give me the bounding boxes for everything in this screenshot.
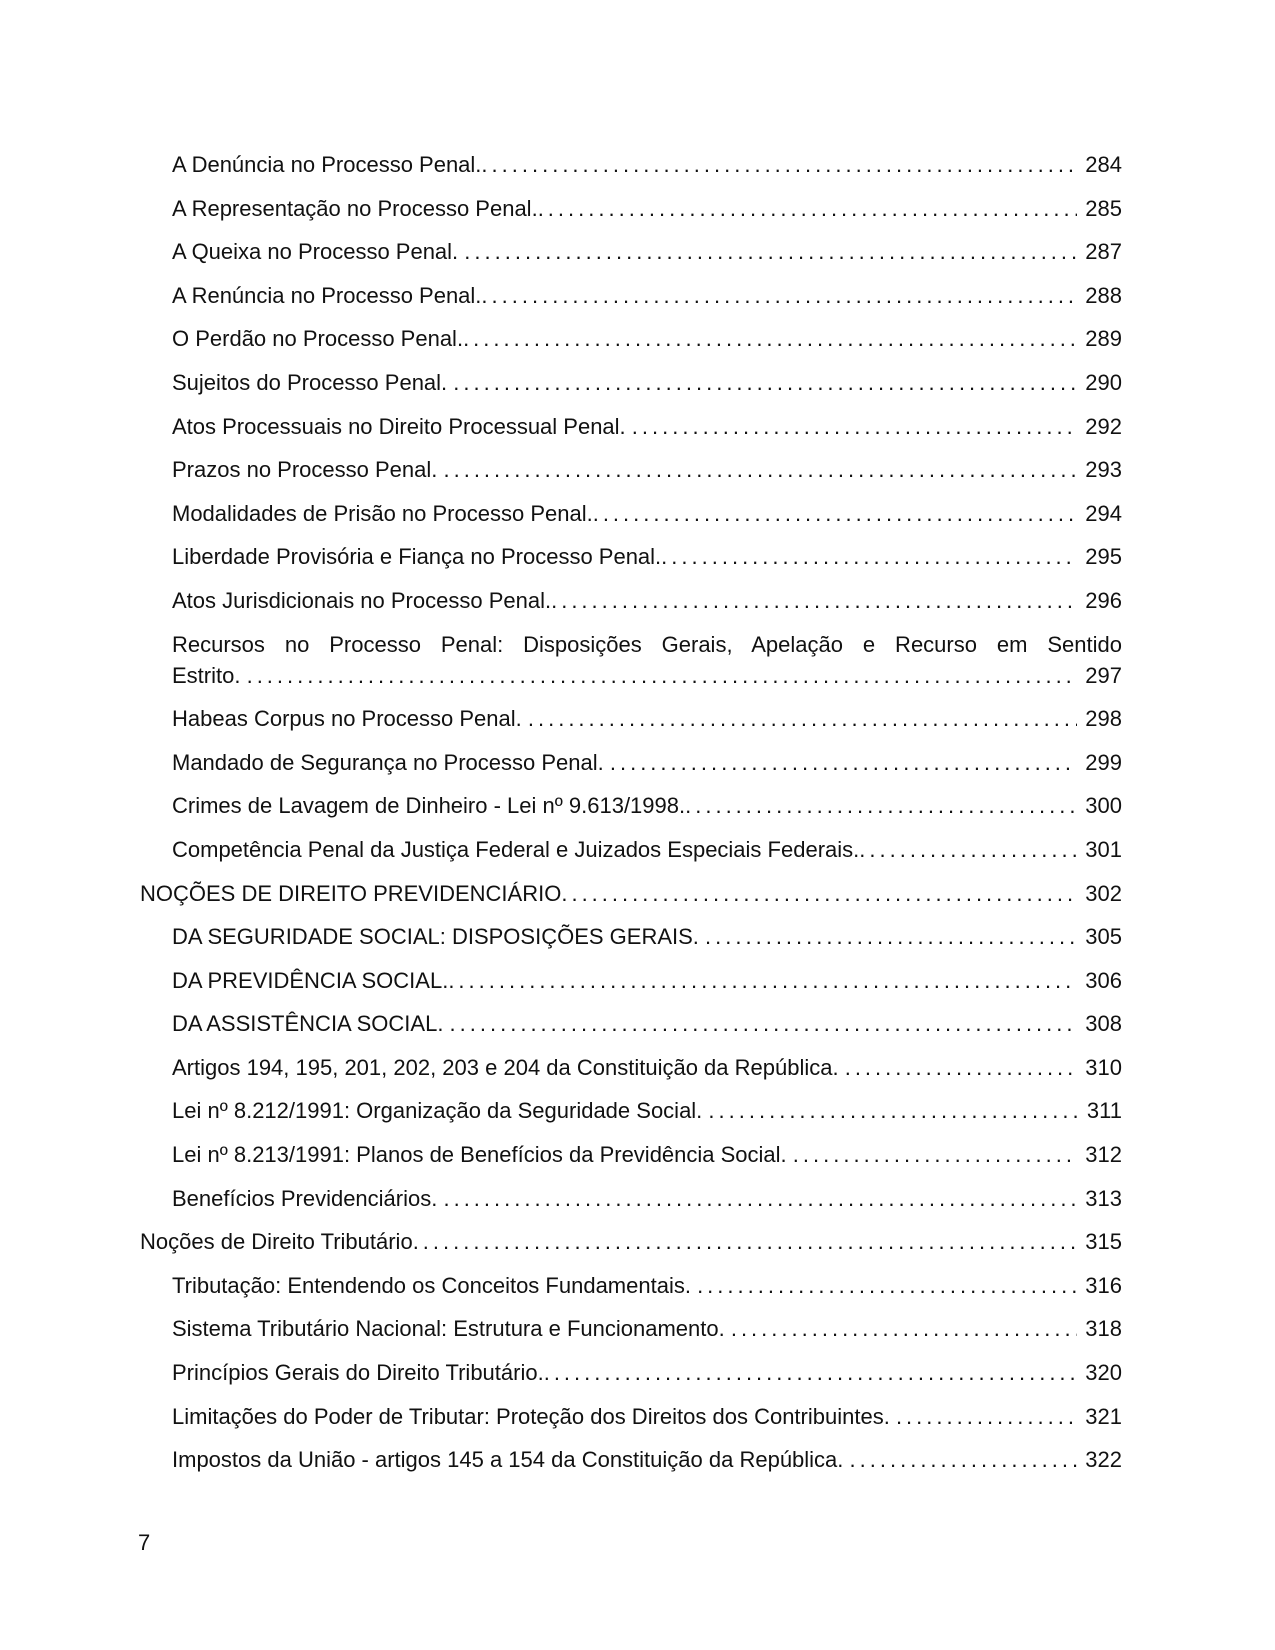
toc-entry-title: Mandado de Segurança no Processo Penal. (172, 749, 610, 775)
toc-leader-dots (443, 454, 1077, 485)
toc-entry-line (172, 149, 1122, 180)
toc-entry-title: Princípios Gerais do Direito Tributário. (172, 1360, 544, 1386)
toc-entry (140, 236, 1122, 267)
toc-entry-title: Lei nº 8.212/1991: Organização da Seguridade Social. (172, 1098, 709, 1124)
toc-entry (140, 498, 1122, 529)
toc-entry (140, 747, 1122, 778)
toc-leader-dots (610, 747, 1077, 778)
toc-entry-line (172, 660, 1122, 691)
toc-entry (140, 1139, 1122, 1170)
toc-entry-page: 305 (1085, 924, 1122, 950)
toc-leader-dots (705, 921, 1077, 952)
toc-leader-dots (561, 878, 1077, 909)
toc-entry-title: Modalidades de Prisão no Processo Penal. (172, 500, 593, 526)
toc-entry (140, 629, 1122, 691)
toc-entry-page: 287 (1085, 239, 1122, 265)
toc-leader-dots (481, 280, 1077, 311)
toc-entry (140, 965, 1122, 996)
toc-entry (140, 1401, 1122, 1432)
toc-entry (140, 541, 1122, 572)
toc-entry (140, 703, 1122, 734)
toc-entry-page: 302 (1085, 880, 1122, 906)
toc-entry-title: Lei nº 8.213/1991: Planos de Benefícios da Previdência Social. (172, 1142, 793, 1168)
footer-page-number: 7 (138, 1530, 151, 1555)
toc-entry (140, 280, 1122, 311)
toc-entry (140, 1008, 1122, 1039)
toc-entry-line (172, 629, 1122, 660)
toc-entry-title: Competência Penal da Justiça Federal e Juizados Especiais Federais. (172, 836, 860, 862)
toc-entry (140, 1357, 1122, 1388)
toc-entry-title: Liberdade Provisória e Fiança no Processo Penal. (172, 544, 662, 570)
toc-leader-dots (685, 790, 1077, 821)
toc-entry-title: A Representação no Processo Penal. (172, 195, 538, 221)
toc-entry-page: 298 (1085, 706, 1122, 732)
toc-leader-dots (544, 1357, 1078, 1388)
toc-entry (140, 1226, 1122, 1257)
toc-leader-dots (448, 965, 1077, 996)
toc-leader-dots (247, 660, 1078, 691)
toc-leader-dots (845, 1052, 1078, 1083)
toc-entry-page: 300 (1085, 793, 1122, 819)
toc-entry-title: Limitações do Poder de Tributar: Proteção dos Direitos dos Contribuintes. (172, 1403, 896, 1429)
toc-entry (140, 921, 1122, 952)
toc-entry (140, 1052, 1122, 1083)
toc-entry-line (172, 411, 1122, 442)
toc-leader-dots (551, 585, 1077, 616)
toc-entry-line (172, 1183, 1122, 1214)
toc-entry (140, 454, 1122, 485)
toc-entry-title: A Denúncia no Processo Penal. (172, 152, 482, 177)
toc-entry-line (172, 1401, 1122, 1432)
toc-leader-dots (731, 1313, 1077, 1344)
toc-entry-page: 290 (1085, 369, 1122, 395)
toc-entry-page: 296 (1085, 587, 1122, 613)
toc-list (140, 149, 1122, 1488)
toc-entry-page: 299 (1085, 749, 1122, 775)
toc-entry (140, 323, 1122, 354)
toc-leader-dots (632, 411, 1078, 442)
toc-entry-title: Artigos 194, 195, 201, 202, 203 e 204 da Constituição da República. (172, 1054, 845, 1080)
toc-entry-title: Sujeitos do Processo Penal. (172, 369, 454, 395)
toc-entry-line (172, 367, 1122, 398)
toc-entry-line (140, 1226, 1122, 1257)
toc-entry-page: 312 (1085, 1142, 1122, 1168)
toc-entry-line (172, 965, 1122, 996)
toc-entry-title: DA PREVIDÊNCIA SOCIAL. (172, 967, 449, 993)
toc-entry-page: 301 (1085, 836, 1122, 862)
toc-entry (140, 1095, 1122, 1126)
toc-entry-line (172, 498, 1122, 529)
toc-entry-title: Tributação: Entendendo os Conceitos Fundamentais. (172, 1272, 698, 1298)
toc-leader-dots (528, 703, 1077, 734)
toc-entry-page: 316 (1085, 1272, 1122, 1298)
toc-entry (140, 790, 1122, 821)
toc-leader-dots (661, 541, 1077, 572)
toc-entry-title: O Perdão no Processo Penal. (172, 326, 464, 352)
toc-entry-line (172, 193, 1122, 224)
toc-entry-line (172, 790, 1122, 821)
toc-leader-dots (538, 193, 1078, 224)
toc-leader-dots (850, 1444, 1078, 1475)
toc-leader-dots (450, 1008, 1078, 1039)
toc-entry-line (172, 1095, 1122, 1126)
toc-entry (140, 585, 1122, 616)
toc-entry-line (172, 747, 1122, 778)
toc-entry (140, 1183, 1122, 1214)
toc-entry (140, 1444, 1122, 1475)
toc-entry-line (172, 323, 1122, 354)
toc-entry-line (172, 1052, 1122, 1083)
toc-entry (140, 149, 1122, 180)
toc-entry (140, 367, 1122, 398)
toc-entry-title: DA ASSISTÊNCIA SOCIAL. (172, 1011, 450, 1037)
toc-entry-line (172, 1444, 1122, 1475)
toc-entry-title: DA SEGURIDADE SOCIAL: DISPOSIÇÕES GERAIS. (172, 924, 706, 950)
toc-entry (140, 1313, 1122, 1344)
toc-entry-page: 321 (1085, 1403, 1122, 1429)
toc-leader-dots (896, 1401, 1077, 1432)
toc-leader-dots (453, 367, 1077, 398)
toc-entry-page: 320 (1085, 1360, 1122, 1386)
toc-entry-title: A Queixa no Processo Penal. (172, 239, 465, 265)
toc-entry-page: 293 (1085, 457, 1122, 483)
toc-entry-line (172, 921, 1122, 952)
toc-entry-title: Noções de Direito Tributário (140, 1229, 413, 1255)
toc-entry-title: Prazos no Processo Penal. (172, 457, 444, 483)
toc-entry-page: 297 (1085, 662, 1122, 688)
toc-entry-title: Habeas Corpus no Processo Penal. (172, 706, 528, 732)
toc-leader-dots (464, 236, 1077, 267)
toc-entry-line (172, 585, 1122, 616)
toc-entry (140, 1270, 1122, 1301)
toc-entry-title: Crimes de Lavagem de Dinheiro - Lei nº 9.613/1998. (172, 793, 686, 819)
toc-entry-title: A Renúncia no Processo Penal. (172, 282, 482, 308)
toc-entry-title: NOÇÕES DE DIREITO PREVIDENCIÁRIO (140, 880, 562, 906)
toc-entry-line (172, 1008, 1122, 1039)
toc-entry-page: 288 (1085, 282, 1122, 308)
toc-entry (140, 193, 1122, 224)
toc-leader-dots (859, 834, 1077, 865)
toc-entry-page: 295 (1085, 544, 1122, 570)
toc-entry-page: 284 (1085, 152, 1122, 177)
toc-entry-title: Benefícios Previdenciários. (172, 1185, 444, 1211)
toc-entry (140, 878, 1122, 909)
toc-entry-page: 306 (1085, 967, 1122, 993)
toc-leader-dots (708, 1095, 1079, 1126)
toc-entry-page: 289 (1085, 326, 1122, 352)
toc-entry-page: 310 (1085, 1054, 1122, 1080)
toc-entry (140, 834, 1122, 865)
toc-entry-line (172, 703, 1122, 734)
toc-entry-line (172, 541, 1122, 572)
toc-entry-page: 308 (1085, 1011, 1122, 1037)
toc-entry-page: 311 (1086, 1098, 1122, 1124)
toc-entry-page: 315 (1085, 1229, 1122, 1255)
toc-leader-dots (593, 498, 1078, 529)
toc-entry-line (140, 878, 1122, 909)
toc-entry-title: Sistema Tributário Nacional: Estrutura e Funcionamento. (172, 1316, 731, 1342)
toc-entry-page: 318 (1085, 1316, 1122, 1342)
toc-leader-dots (697, 1270, 1077, 1301)
toc-entry-title: Recursos no Processo Penal: Disposições Gerais, Apelação e Recurso em Sentido (172, 631, 1122, 657)
toc-entry-title: Atos Processuais no Direito Processual Penal. (172, 413, 632, 439)
toc-leader-dots (463, 323, 1077, 354)
toc-entry-title: Estrito. (172, 662, 247, 688)
toc-entry-line (172, 1139, 1122, 1170)
toc-entry-line (172, 1357, 1122, 1388)
toc-entry-line (172, 280, 1122, 311)
toc-entry-line (172, 834, 1122, 865)
toc-entry-page: 292 (1085, 413, 1122, 439)
toc-entry-line (172, 1313, 1122, 1344)
toc-leader-dots (413, 1226, 1078, 1257)
toc-leader-dots (793, 1139, 1078, 1170)
toc-entry-page: 294 (1085, 500, 1122, 526)
toc-entry (140, 411, 1122, 442)
toc-entry-page: 322 (1085, 1447, 1122, 1473)
toc-entry-title: Atos Jurisdicionais no Processo Penal. (172, 587, 552, 613)
toc-entry-title: Impostos da União - artigos 145 a 154 da Constituição da República. (172, 1447, 850, 1473)
toc-leader-dots (481, 149, 1077, 180)
toc-entry-line (172, 1270, 1122, 1301)
toc-entry-line (172, 454, 1122, 485)
toc-entry-line (172, 236, 1122, 267)
toc-entry-page: 313 (1085, 1185, 1122, 1211)
toc-entry-page: 285 (1085, 195, 1122, 221)
toc-leader-dots (443, 1183, 1077, 1214)
